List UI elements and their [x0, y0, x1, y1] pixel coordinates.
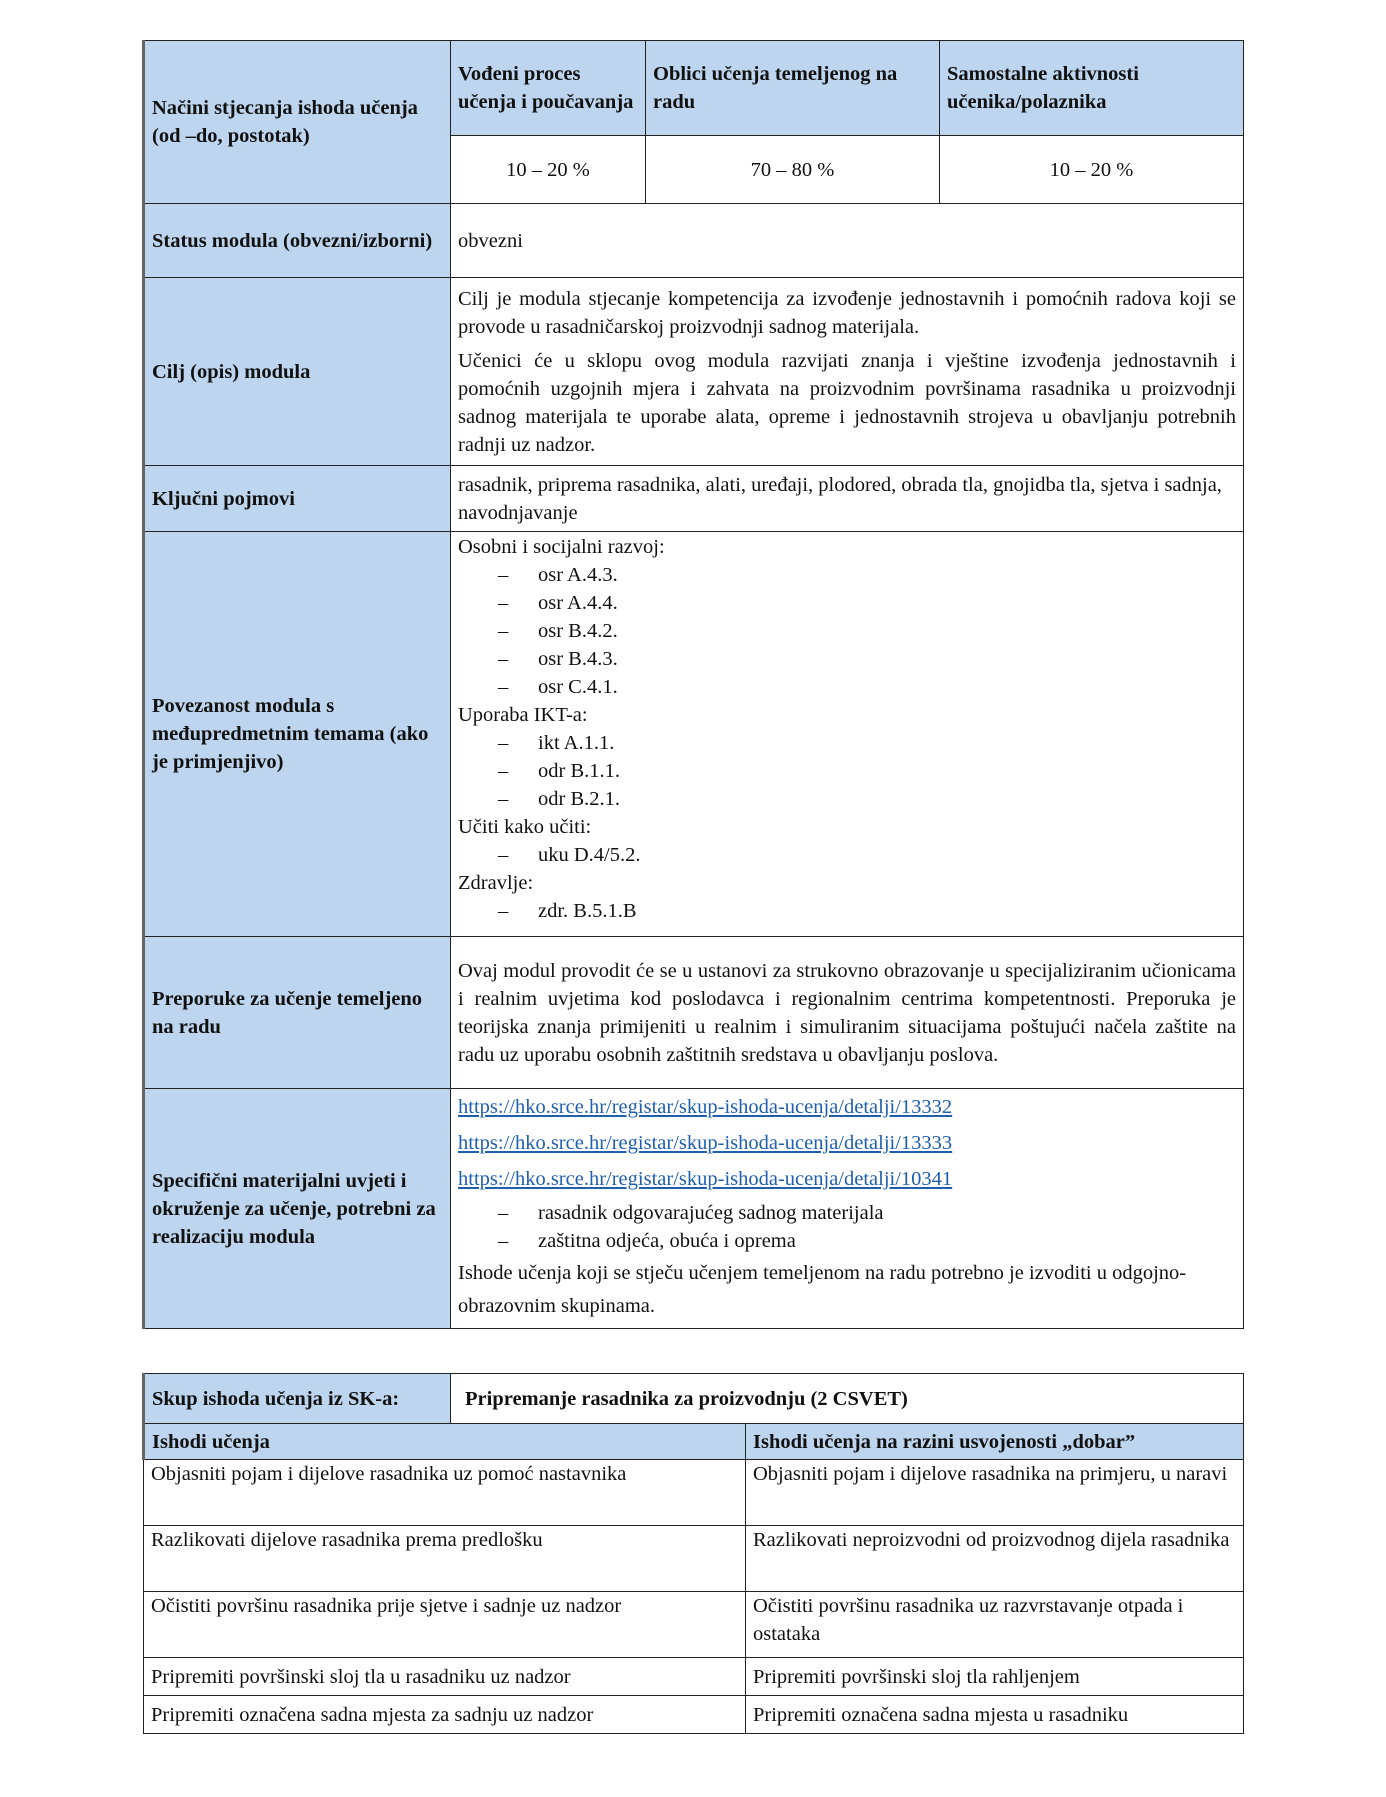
outcome-good-cell: Očistiti površinu rasadnika uz razvrstavanje otpada i ostataka [746, 1592, 1244, 1658]
group-title-ikt: Uporaba IKT-a: [458, 704, 588, 726]
acquisition-value-guided: 10 – 20 % [451, 136, 646, 204]
cross-curricular-value [451, 532, 1244, 937]
table-row [144, 1460, 1244, 1526]
header-outcomes: Ishodi učenja [144, 1424, 746, 1460]
outcome-good-cell: Pripremiti površinski sloj tla rahljenjem [746, 1658, 1244, 1696]
acquisition-value-independent: 10 – 20 % [940, 136, 1244, 204]
group-title-zdr: Zdravlje: [458, 872, 534, 894]
keywords-label: Ključni pojmovi [144, 466, 451, 532]
list-item: – uku D.4/5.2. [498, 844, 641, 866]
table-row [144, 1696, 1244, 1734]
goal-row [144, 278, 1244, 466]
header-outcomes-good: Ishodi učenja na razini usvojenosti „dobar” [746, 1424, 1244, 1460]
table-row [144, 1592, 1244, 1658]
conditions-label: Specifični materijalni uvjeti i okruženje za učenje, potrebni za realizaciju modula [144, 1089, 451, 1329]
status-row [144, 204, 1244, 278]
list-item: – osr C.4.1. [498, 676, 618, 698]
outcome-cell: Objasniti pojam i dijelove rasadnika uz pomoć nastavnika [144, 1460, 746, 1526]
goal-value [451, 278, 1244, 466]
list-item: – osr B.4.2. [498, 620, 618, 642]
list-item: – rasadnik odgovarajućeg sadnog materijala [498, 1202, 884, 1224]
work-based-value: Ovaj modul provodit će se u ustanovi za strukovno obrazovanje u specijaliziranim učionicama i realnim uvjetima kod poslodavca i regionalnim centrima kompetentnosti. Preporuka je teorijska znanja primijeniti u realnim i simuliranim situacijama poštujući načela zaštite na radu uz uporabu osobnih zaštitnih sredstava u obavljanju poslova. [451, 937, 1244, 1089]
goal-paragraph-2: Učenici će u sklopu ovog modula razvijati znanja i vještine izvođenja jednostavnih i pomoćnih uzgojnih mjera i zahvata na proizvodnim površinama rasadnika u proizvodnji sadnog materijala te uporabe alata, opreme i jednostavnih strojeva u obavljanju potrebnih radnji uz nadzor. [458, 349, 1236, 456]
keywords-value: rasadnik, priprema rasadnika, alati, uređaji, plodored, obrada tla, gnojidba tla, sjetva i sadnja, navodnjavanje [451, 466, 1244, 532]
acquisition-col-header-workbased: Oblici učenja temeljenog na radu [646, 41, 940, 136]
list-item: – osr A.4.4. [498, 592, 618, 614]
status-value: obvezni [451, 204, 1244, 278]
acquisition-value-workbased: 70 – 80 % [646, 136, 940, 204]
conditions-value [451, 1089, 1244, 1329]
list-item: – zdr. B.5.1.B [498, 900, 637, 922]
work-based-label: Preporuke za učenje temeljeno na radu [144, 937, 451, 1089]
goal-paragraph-1: Cilj je modula stjecanje kompetencija za izvođenje jednostavnih i pomoćnih radova koji se provode u rasadničarskoj proizvodnji sadnog materijala. [458, 287, 1236, 338]
conditions-row [144, 1089, 1244, 1329]
list-item: – ikt A.1.1. [498, 732, 615, 754]
outcome-good-cell: Razlikovati neproizvodni od proizvodnog dijela rasadnika [746, 1526, 1244, 1592]
outcome-cell: Pripremiti površinski sloj tla u rasadniku uz nadzor [144, 1658, 746, 1696]
outcome-set-label: Skup ishoda učenja iz SK-a: [144, 1374, 451, 1424]
acquisition-label: Načini stjecanja ishoda učenja (od –do, postotak) [144, 41, 451, 204]
outcome-cell: Pripremiti označena sadna mjesta za sadnju uz nadzor [144, 1696, 746, 1734]
conditions-note: Ishode učenja koji se stječu učenjem temeljenom na radu potrebno je izvoditi u odgojno-obrazovnim skupinama. [458, 1262, 1187, 1317]
cross-curricular-row [144, 532, 1244, 937]
goal-label: Cilj (opis) modula [144, 278, 451, 466]
hko-link-13333[interactable]: https://hko.srce.hr/registar/skup-ishoda-ucenja/detalji/13333 [458, 1132, 953, 1154]
list-item: – odr B.2.1. [498, 788, 620, 810]
table-row [144, 1526, 1244, 1592]
outcomes-header-row [144, 1424, 1244, 1460]
outcome-cell: Razlikovati dijelove rasadnika prema predlošku [144, 1526, 746, 1592]
hko-link-13332[interactable]: https://hko.srce.hr/registar/skup-ishoda-ucenja/detalji/13332 [458, 1096, 953, 1118]
outcomes-table [142, 1373, 1244, 1734]
table-row [144, 1658, 1244, 1696]
group-title-osr: Osobni i socijalni razvoj: [458, 536, 665, 558]
cross-curricular-label: Povezanost modula s međupredmetnim temama (ako je primjenjivo) [144, 532, 451, 937]
status-label: Status modula (obvezni/izborni) [144, 204, 451, 278]
outcome-cell: Očistiti površinu rasadnika prije sjetve i sadnje uz nadzor [144, 1592, 746, 1658]
outcome-set-title: Pripremanje rasadnika za proizvodnju (2 CSVET) [451, 1374, 1244, 1424]
hko-link-10341[interactable]: https://hko.srce.hr/registar/skup-ishoda-ucenja/detalji/10341 [458, 1168, 953, 1190]
outcome-good-cell: Pripremiti označena sadna mjesta u rasadniku [746, 1696, 1244, 1734]
acquisition-col-header-independent: Samostalne aktivnosti učenika/polaznika [940, 41, 1244, 136]
outcome-set-row [144, 1374, 1244, 1424]
list-item: – osr B.4.3. [498, 648, 618, 670]
module-info-table [142, 40, 1244, 1329]
group-title-uku: Učiti kako učiti: [458, 816, 592, 838]
list-item: – odr B.1.1. [498, 760, 620, 782]
work-based-row [144, 937, 1244, 1089]
acquisition-header-row [144, 41, 1244, 136]
outcome-good-cell: Objasniti pojam i dijelove rasadnika na primjeru, u naravi [746, 1460, 1244, 1526]
keywords-row [144, 466, 1244, 532]
acquisition-col-header-guided: Vođeni proces učenja i poučavanja [451, 41, 646, 136]
list-item: – zaštitna odjeća, obuća i oprema [498, 1230, 796, 1252]
list-item: – osr A.4.3. [498, 564, 618, 586]
